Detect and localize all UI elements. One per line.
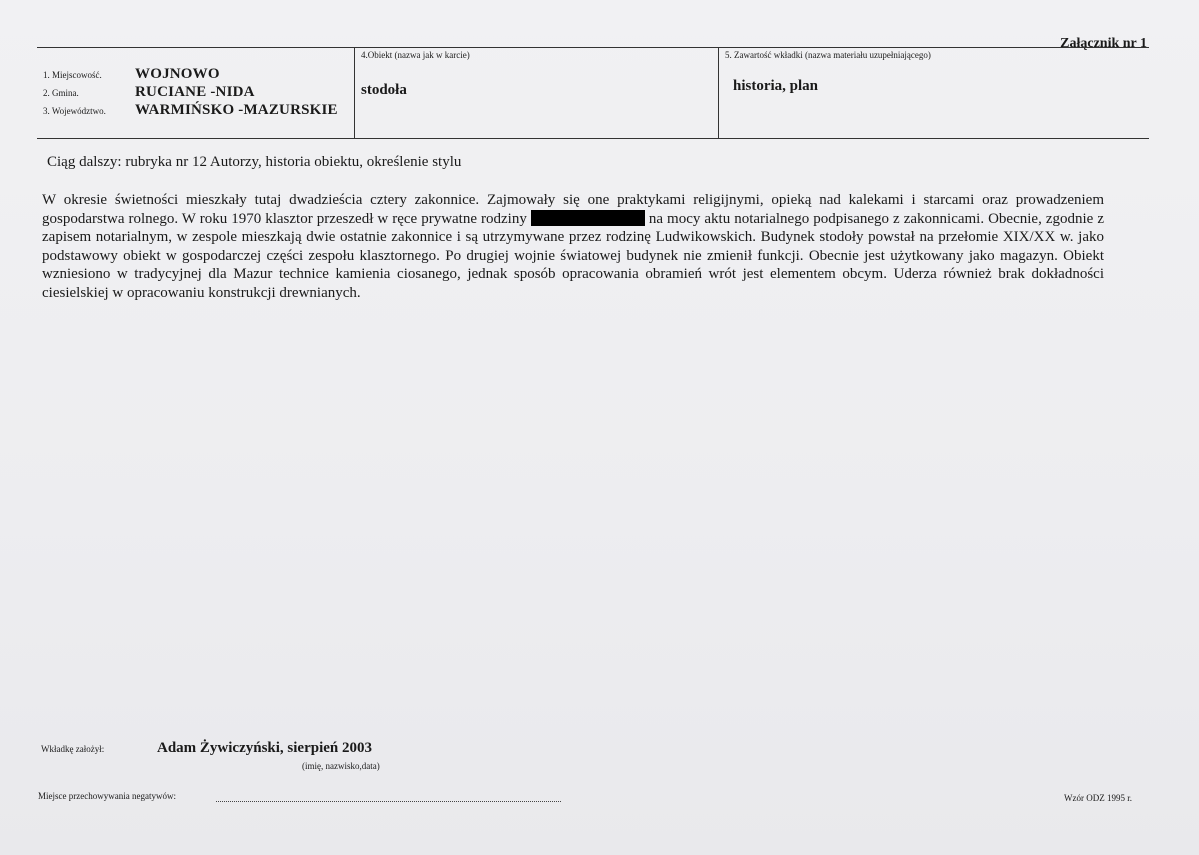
founder-hint: (imię, nazwisko,data) (302, 761, 380, 771)
form-pattern-label: Wzór ODZ 1995 r. (1064, 793, 1132, 803)
negatives-label: Miejsce przechowywania negatywów: (38, 791, 176, 801)
object-value: stodoła (361, 82, 407, 98)
location-column (37, 48, 355, 138)
redaction-bar (531, 210, 645, 226)
voivodeship-value: WARMIŃSKO -MAZURSKIE (135, 102, 338, 118)
continuation-heading: Ciąg dalszy: rubryka nr 12 Autorzy, historia obiektu, określenie stylu (47, 154, 462, 170)
object-label: 4.Obiekt (nazwa jak w karcie) (361, 50, 470, 60)
commune-row (43, 84, 255, 101)
column-divider (340, 48, 355, 138)
place-row (43, 66, 220, 83)
history-text-part2: na mocy aktu notarialnego podpisanego z zakonnicami. Obecnie, zgodnie z zapisem notarialnym, w zespole mieszkają dwie ostatnie zakonnice i są utrzymywane przez rodzinę Ludwikowskich. Budynek stodoły powstał na przełomie XIX/XX w. jako podstawowy obiekt w gospodarczej części zespołu klasztornego. Po drugiej wojnie światowej budynek nie zmienił funkcji. Obecnie jest użytkowany jako magazyn. Obiekt wzniesiono w tradycyjnej dla Mazur technice kamienia ciosanego, jednak sposób opracowania obramień wrót jest elementem obcym. Uderza również brak dokładności ciesielskiej w opracowaniu konstrukcji drewnianych. (42, 210, 1104, 301)
commune-label: 2. Gmina. (43, 88, 79, 98)
place-value: WOJNOWO (135, 66, 220, 82)
place-label: 1. Miejscowość. (43, 70, 102, 80)
annex-label: Załącznik nr 1 (1060, 36, 1147, 51)
voivodeship-label: 3. Województwo. (43, 106, 106, 116)
contents-column (719, 48, 1149, 138)
founder-value: Adam Żywiczyński, sierpień 2003 (157, 740, 373, 756)
contents-value: historia, plan (733, 78, 819, 94)
negatives-dotted-line (216, 793, 561, 802)
founder-label: Wkładkę założył: (41, 744, 105, 754)
header-table (37, 47, 1149, 139)
commune-value: RUCIANE -NIDA (135, 84, 255, 100)
voivodeship-row (43, 102, 338, 119)
object-column (355, 48, 719, 138)
contents-label: 5. Zawartość wkładki (nazwa materiału uzupełniającego) (725, 50, 931, 60)
history-text (42, 191, 1104, 303)
history-text-part1: W okresie świetności mieszkały tutaj dwadzieścia cztery zakonnice. Zajmowały się one praktykami religijnymi, opieką nad kalekami i starcami oraz prowadzeniem gospodarstwa rolnego. W roku 1970 klasztor przeszedł w ręce prywatne rodziny (42, 192, 1104, 227)
